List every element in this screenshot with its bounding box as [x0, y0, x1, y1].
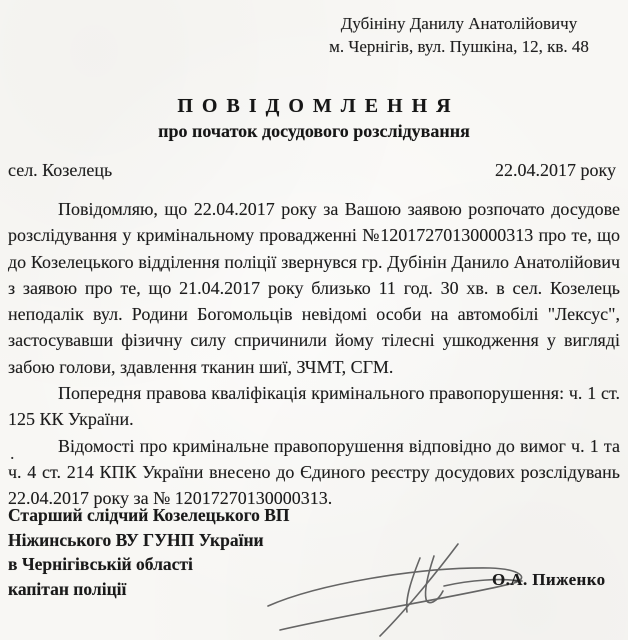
document-body: [8, 196, 620, 512]
official-title-line: в Чернігівській області: [8, 554, 193, 574]
recipient-address: [308, 12, 610, 58]
place-date-row: [8, 160, 616, 181]
date-label: 22.04.2017 року: [495, 160, 616, 180]
signature-title-block: [8, 503, 290, 601]
body-paragraph: Попередня правова кваліфікація кримінального правопорушення: ч. 1 ст. 125 КК України.: [8, 383, 620, 430]
stray-ink-mark: .: [10, 443, 15, 463]
document-subtitle: про початок досудового розслідування: [158, 121, 470, 141]
recipient-street: м. Чернігів, вул. Пушкіна, 12, кв. 48: [329, 37, 589, 56]
recipient-name: Дубініну Данилу Анатолійовичу: [340, 14, 578, 33]
place-label: сел. Козелець: [8, 160, 113, 180]
document-title: ПОВІДОМЛЕННЯ: [177, 95, 460, 117]
signatory-name: О.А. Пиженко: [492, 570, 606, 589]
official-title-line: Старший слідчий Козелецького ВП: [8, 505, 290, 525]
official-title-line: Ніжинського ВУ ГУНП України: [8, 529, 264, 550]
body-paragraph: Відомості про кримінальне правопорушення відповідно до вимог ч. 1 та ч. 4 ст. 214 КПК України внесено до Єдиного реєстру досудових розслідувань 22.04.2017 року за № 12017270130000313.: [8, 435, 620, 509]
body-paragraph: Повідомляю, що 22.04.2017 року за Вашою заявою розпочато досудове розслідування у кримінальному провадженні №12017270130000313 про те, що до Козелецького відділення поліції звернувся гр. Дубінін Данило Анатолійович з заявою про те, що 21.04.2017 року близько 11 год. 30 хв. в сел. Козелець неподалік вул. Родини Богомольців невідомі особи на автомобілі "Лексус", застосувавши фізичну силу спричинили йому тілесні ушкодження у вигляді забою голови, здавлення тканин шиї, ЗЧМТ, СГМ.: [8, 199, 620, 377]
official-title-line: капітан поліції: [8, 578, 127, 599]
